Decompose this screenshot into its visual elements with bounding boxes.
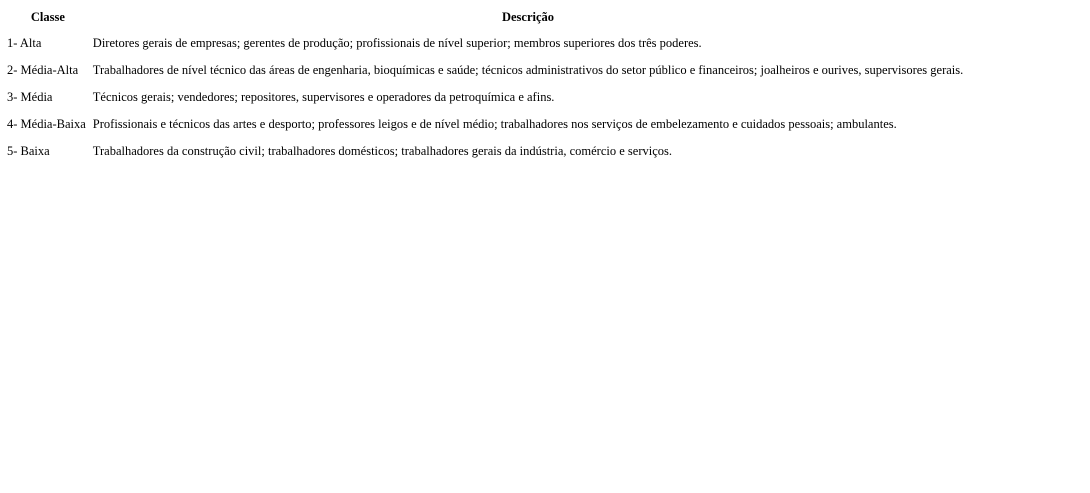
descricao-cell: Diretores gerais de empresas; gerentes de produção; profissionais de nível superior; membros superiores dos três poderes.: [92, 36, 702, 50]
classe-cell: 2- Média-Alta: [7, 63, 79, 77]
table-row: [6, 85, 964, 110]
classe-cell: 1- Alta: [7, 36, 42, 50]
descricao-cell: Profissionais e técnicos das artes e desporto; professores leigos e de nível médio; trabalhadores nos serviços de embelezamento e cuidados pessoais; ambulantes.: [92, 117, 897, 131]
descricao-cell: Trabalhadores da construção civil; trabalhadores domésticos; trabalhadores gerais da indústria, comércio e serviços.: [92, 144, 673, 158]
header-descricao: Descrição: [501, 10, 555, 24]
descricao-cell: Técnicos gerais; vendedores; repositores, supervisores e operadores da petroquímica e afins.: [92, 90, 555, 104]
table-row: [6, 139, 964, 164]
table-row: [6, 31, 964, 56]
classe-cell: 5- Baixa: [7, 144, 50, 158]
class-description-table: [4, 4, 966, 166]
table-header: [6, 6, 964, 29]
header-row: [6, 6, 964, 29]
table-row: [6, 112, 964, 137]
table-row: [6, 58, 964, 83]
table-body: [6, 31, 964, 164]
header-classe: Classe: [30, 10, 65, 24]
classe-cell: 3- Média: [7, 90, 53, 104]
descricao-cell: Trabalhadores de nível técnico das áreas de engenharia, bioquímicas e saúde; técnicos administrativos do setor público e financeiros; joalheiros e ourives, supervisores gerais.: [92, 63, 964, 77]
classe-cell: 4- Média-Baixa: [7, 117, 86, 131]
